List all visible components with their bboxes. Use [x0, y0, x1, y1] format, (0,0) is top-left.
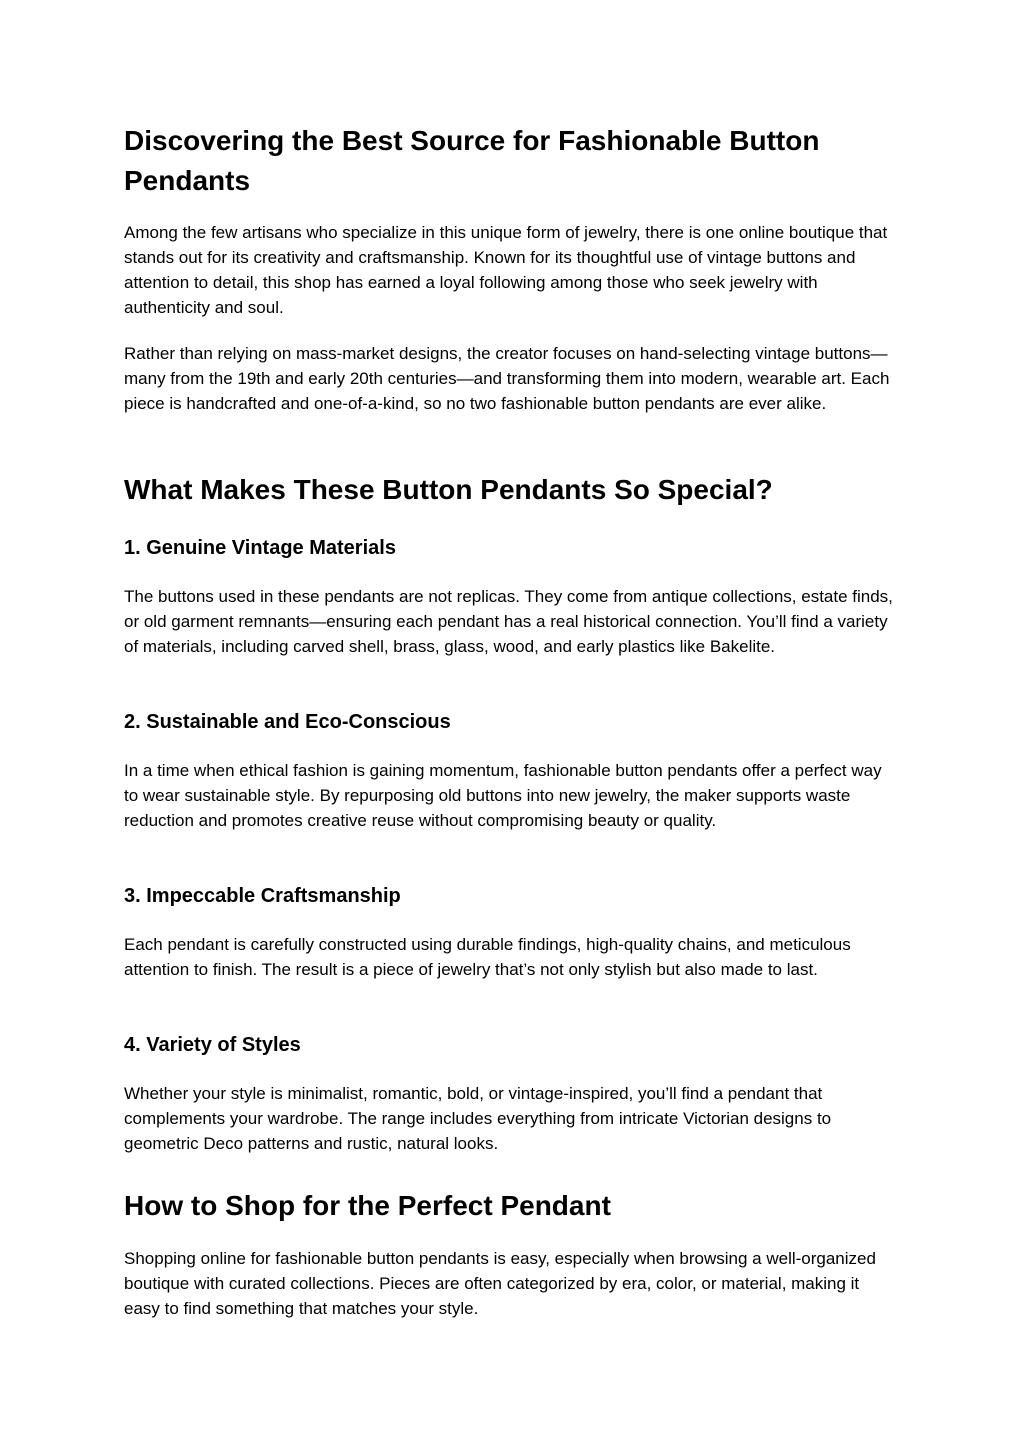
- section-heading-special: What Makes These Button Pendants So Special?: [124, 474, 773, 505]
- paragraph-craftsmanship: Each pendant is carefully constructed using durable findings, high-quality chains, and meticulous attention to finish. The result is a piece of jewelry that’s not only stylish but also made to last.: [124, 935, 851, 979]
- section-heading-shop: How to Shop for the Perfect Pendant: [124, 1190, 611, 1221]
- page-title: Discovering the Best Source for Fashionable Button Pendants: [124, 125, 820, 196]
- paragraph-sustainable: In a time when ethical fashion is gaining momentum, fashionable button pendants offer a perfect way to wear sustainable style. By repurposing old buttons into new jewelry, the maker supports waste reduction and promotes creative reuse without compromising beauty or quality.: [124, 761, 882, 830]
- intro-paragraph-2: Rather than relying on mass-market designs, the creator focuses on hand-selecting vintage buttons—many from the 19th and early 20th centuries—and transforming them into modern, wearable art. Each piece is handcrafted and one-of-a-kind, so no two fashionable button pendants are ever alike.: [124, 344, 890, 413]
- subheading-variety: 4. Variety of Styles: [124, 1034, 301, 1056]
- intro-paragraph-1: Among the few artisans who specialize in this unique form of jewelry, there is one online boutique that stands out for its creativity and craftsmanship. Known for its thoughtful use of vintage buttons and attention to detail, this shop has earned a loyal following among those who seek jewelry with authenticity and soul.: [124, 223, 888, 317]
- subheading-genuine-vintage: 1. Genuine Vintage Materials: [124, 537, 396, 559]
- subheading-sustainable: 2. Sustainable and Eco-Conscious: [124, 711, 451, 733]
- paragraph-genuine-vintage: The buttons used in these pendants are not replicas. They come from antique collections, estate finds, or old garment remnants—ensuring each pendant has a real historical connection. You’ll find a variety of materials, including carved shell, brass, glass, wood, and early plastics like Bakelite.: [124, 587, 893, 656]
- subheading-craftsmanship: 3. Impeccable Craftsmanship: [124, 885, 401, 907]
- paragraph-variety: Whether your style is minimalist, romantic, bold, or vintage-inspired, you’ll find a pendant that complements your wardrobe. The range includes everything from intricate Victorian designs to geometric Deco patterns and rustic, natural looks.: [124, 1084, 832, 1153]
- paragraph-shop: Shopping online for fashionable button pendants is easy, especially when browsing a well-organized boutique with curated collections. Pieces are often categorized by era, color, or material, making it easy to find something that matches your style.: [124, 1249, 876, 1318]
